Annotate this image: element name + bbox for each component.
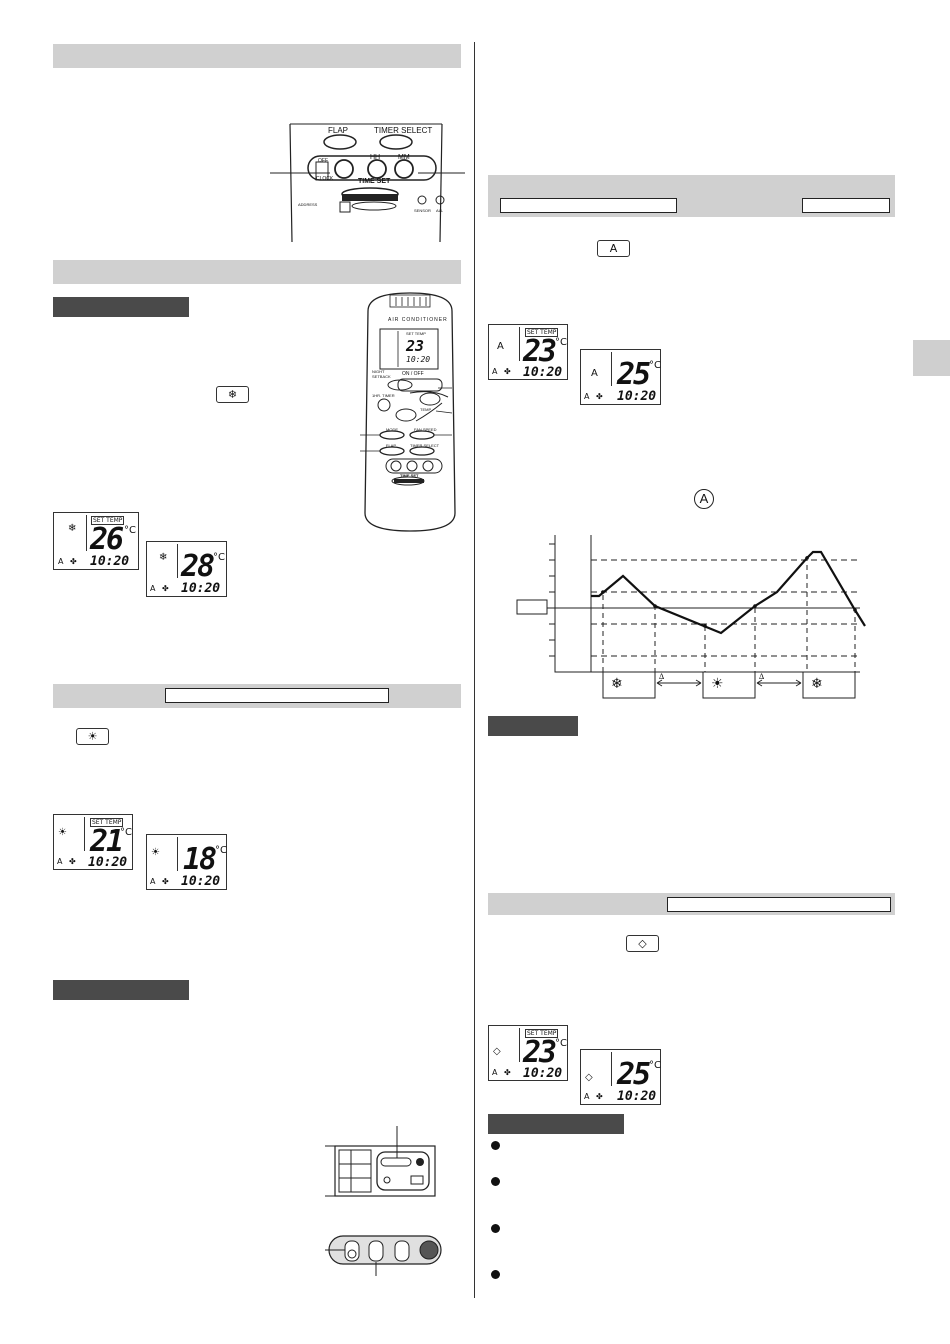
snowflake-icon: ❄ bbox=[159, 552, 168, 563]
hh-label: HH bbox=[370, 154, 381, 161]
auto-icon: A bbox=[699, 491, 709, 506]
lcd-dry-after bbox=[580, 1049, 661, 1105]
remote-timer-select: TIMER SELECT bbox=[410, 443, 440, 448]
fan-icon: ✤ bbox=[70, 557, 77, 566]
sensor-label: SENSOR bbox=[414, 208, 431, 213]
heat-mode-button-icon bbox=[76, 728, 109, 745]
lcd-heat-before bbox=[53, 814, 133, 870]
temp-value: 26 bbox=[90, 522, 123, 557]
temp-unit: °C bbox=[649, 360, 661, 371]
auto-icon: A bbox=[584, 392, 590, 401]
auto-mode-button-icon bbox=[597, 240, 630, 257]
snowflake-icon: ❄ bbox=[811, 676, 823, 692]
dry-mode-button-icon bbox=[626, 935, 659, 952]
set-temp-label: SET TEMP bbox=[93, 517, 123, 524]
temp-unit: °C bbox=[215, 845, 227, 856]
address-label: ADDRESS bbox=[298, 202, 318, 207]
auto-icon: A bbox=[58, 557, 64, 566]
lcd-dry-before bbox=[488, 1025, 568, 1081]
temp-value: 28 bbox=[181, 549, 214, 584]
remote-flap: FLAP bbox=[386, 443, 397, 448]
temp-value: 23 bbox=[523, 1035, 556, 1070]
clock-value: 10:20 bbox=[617, 1089, 657, 1104]
remote-night-setback: NIGHT SETBACK bbox=[372, 369, 391, 379]
auto-icon: A bbox=[492, 1068, 498, 1077]
svg-text:Δ: Δ bbox=[759, 672, 765, 681]
remote-on-off: ON / OFF bbox=[402, 371, 424, 377]
fan-icon: ✤ bbox=[162, 877, 169, 886]
cool-mode-button-icon bbox=[216, 386, 249, 403]
auto-circle-icon bbox=[694, 489, 714, 509]
auto-changeover-diagram bbox=[515, 530, 870, 705]
temp-unit: °C bbox=[555, 337, 567, 348]
clock-value: 10:20 bbox=[181, 581, 221, 596]
bullet-3 bbox=[491, 1224, 500, 1233]
auto-icon: A bbox=[492, 367, 498, 376]
sun-icon: ☀ bbox=[151, 847, 160, 858]
sun-icon: ☀ bbox=[711, 676, 724, 692]
temp-value: 21 bbox=[90, 824, 123, 859]
lcd-auto-after bbox=[580, 349, 661, 405]
temp-unit: °C bbox=[124, 525, 136, 536]
snowflake-icon: ❄ bbox=[611, 676, 623, 692]
dark-label-bar-3 bbox=[488, 716, 578, 736]
auto-icon: A bbox=[591, 368, 598, 379]
remote-1hr-timer: 1HR. TIMER bbox=[372, 393, 395, 398]
auto-icon: A bbox=[57, 857, 63, 866]
snowflake-icon: ❄ bbox=[68, 523, 77, 534]
snowflake-icon: ❄ bbox=[227, 388, 238, 401]
mm-label: MM bbox=[398, 154, 410, 161]
clock-value: 10:20 bbox=[90, 554, 130, 569]
fan-icon: ✤ bbox=[596, 1092, 603, 1101]
svg-text:Δ: Δ bbox=[659, 672, 665, 681]
set-temp-label: SET TEMP bbox=[92, 819, 122, 826]
indicator-panel-illustration bbox=[325, 1232, 445, 1276]
dry-title-box bbox=[667, 897, 891, 912]
set-temp-label: SET TEMP bbox=[527, 1030, 557, 1037]
remote-controller-illustration bbox=[360, 293, 460, 533]
remote-temp-value: 23 bbox=[406, 337, 425, 355]
clock-value: 10:20 bbox=[88, 855, 128, 870]
side-tab bbox=[913, 340, 950, 376]
temp-unit: °C bbox=[649, 1060, 661, 1071]
auto-subtitle-box bbox=[802, 198, 890, 213]
temp-value: 18 bbox=[183, 842, 216, 877]
bullet-2 bbox=[491, 1177, 500, 1186]
bullet-1 bbox=[491, 1141, 500, 1150]
fan-icon: ✤ bbox=[504, 1068, 511, 1077]
remote-temp: TEMP bbox=[420, 407, 432, 412]
clock-value: 10:20 bbox=[181, 874, 221, 889]
column-separator bbox=[474, 42, 475, 1298]
flap-label: FLAP bbox=[328, 126, 349, 135]
lcd-cool-after bbox=[146, 541, 227, 597]
remote-time-set: TIME SET bbox=[400, 473, 419, 478]
temp-unit: °C bbox=[120, 827, 132, 838]
time-set-label: TIME SET bbox=[358, 178, 391, 185]
auto-icon: A bbox=[584, 1092, 590, 1101]
temp-value: 25 bbox=[617, 357, 650, 392]
dark-label-bar-2 bbox=[53, 980, 189, 1000]
remote-title: AIR CONDITIONER bbox=[388, 317, 448, 323]
fan-icon: ✤ bbox=[596, 392, 603, 401]
fan-icon: ✤ bbox=[162, 584, 169, 593]
auto-icon: A bbox=[150, 584, 156, 593]
drop-icon: ◇ bbox=[493, 1046, 501, 1057]
unit-panel-illustration bbox=[325, 1126, 440, 1206]
auto-title-box bbox=[500, 198, 677, 213]
off-label: OFF bbox=[318, 158, 328, 164]
remote-mode: MODE bbox=[386, 427, 398, 432]
drop-icon: ◇ bbox=[638, 937, 647, 950]
remote-set-temp: SET TEMP bbox=[406, 331, 426, 336]
clock-value: 10:20 bbox=[523, 1066, 563, 1081]
temp-unit: °C bbox=[555, 1038, 567, 1049]
dark-label-bar-1 bbox=[53, 297, 189, 317]
section-bar-operation bbox=[53, 260, 461, 284]
remote-clock: 10:20 bbox=[406, 355, 431, 364]
drop-icon: ◇ bbox=[585, 1072, 593, 1083]
all-label: ALL bbox=[436, 208, 444, 213]
timer-select-label: TIMER SELECT bbox=[374, 126, 433, 135]
lcd-heat-after bbox=[146, 834, 227, 890]
section-bar-clock bbox=[53, 44, 461, 68]
temp-value: 23 bbox=[523, 334, 556, 369]
auto-icon: A bbox=[497, 341, 504, 352]
clock-value: 10:20 bbox=[617, 389, 657, 404]
fan-icon: ✤ bbox=[504, 367, 511, 376]
heating-title-box bbox=[165, 688, 389, 703]
sun-icon: ☀ bbox=[87, 730, 98, 743]
set-temp-label: SET TEMP bbox=[527, 329, 557, 336]
sun-icon: ☀ bbox=[58, 827, 67, 838]
remote-top-illustration bbox=[270, 118, 465, 242]
auto-icon: A bbox=[150, 877, 156, 886]
auto-icon: A bbox=[609, 242, 618, 255]
temp-unit: °C bbox=[213, 552, 225, 563]
clock-label: CLOCK bbox=[316, 176, 334, 182]
bullet-4 bbox=[491, 1270, 500, 1279]
fan-icon: ✤ bbox=[69, 857, 76, 866]
dark-label-bar-4 bbox=[488, 1114, 624, 1134]
lcd-auto-before bbox=[488, 324, 568, 380]
temp-value: 25 bbox=[617, 1057, 650, 1092]
clock-value: 10:20 bbox=[523, 365, 563, 380]
lcd-cool-before bbox=[53, 512, 139, 570]
remote-fan-speed: FAN SPEED bbox=[414, 427, 437, 432]
